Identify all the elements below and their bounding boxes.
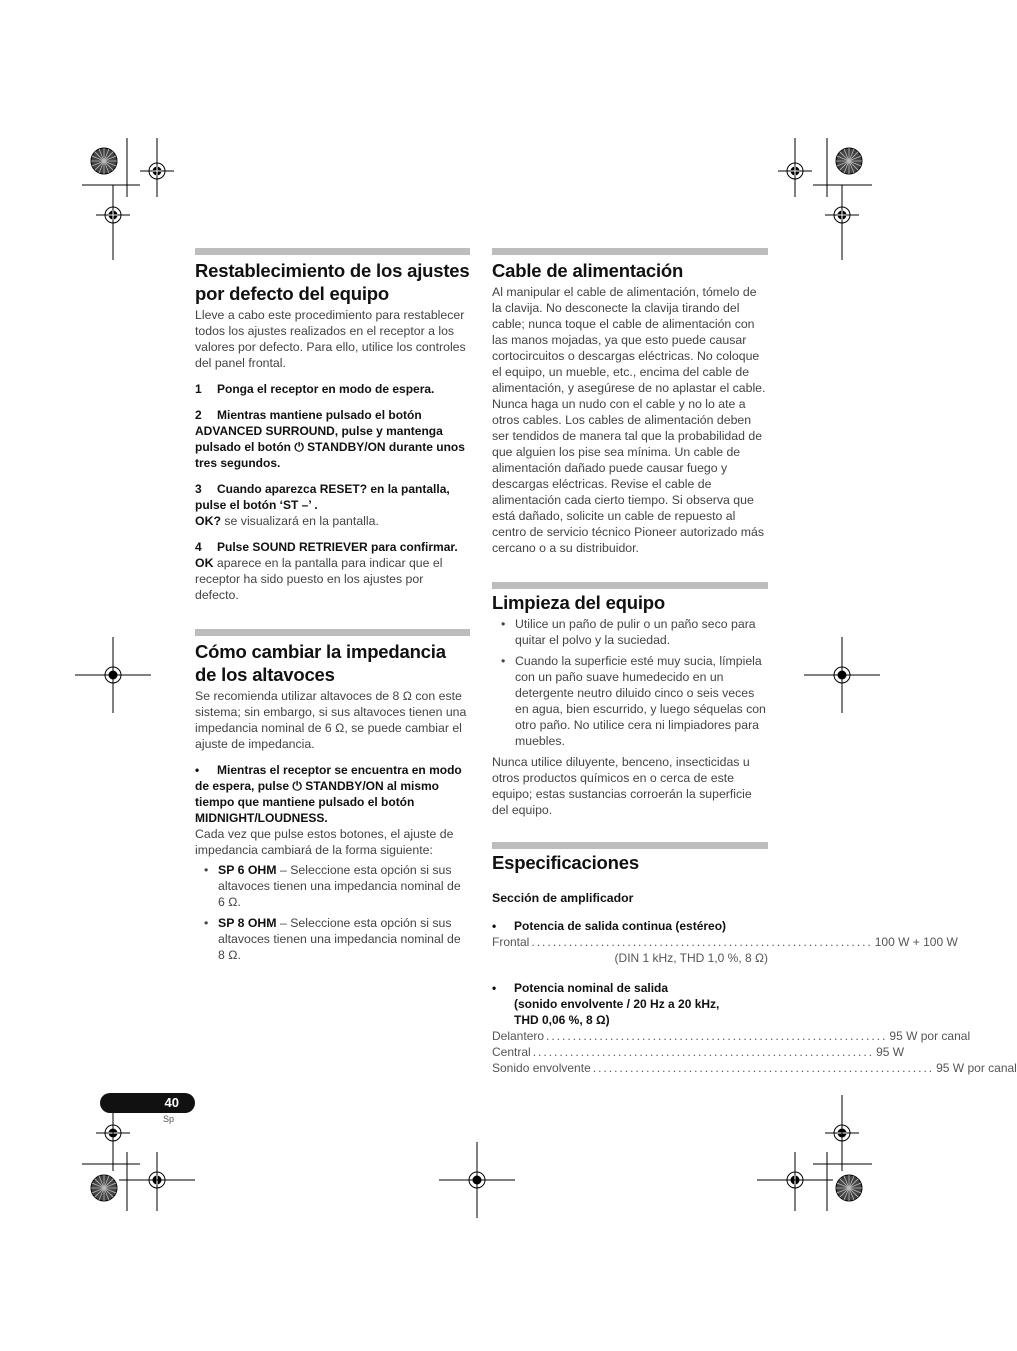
spec-note: (DIN 1 kHz, THD 1,0 %, 8 Ω) — [614, 951, 768, 965]
impedance-step: • Mientras el receptor se encuentra en modo de espera, pulse ⏻ STANDBY/ON al mismo tiempo que mantiene pulsado el botón MIDNIGHT/LOUDNESS. — [195, 763, 462, 825]
page-language: Sp — [163, 1114, 175, 1124]
list-item: • SP 6 OHM – Seleccione esta opción si sus altavoces tienen una impedancia nominal de 6 Ω. — [195, 862, 470, 910]
cleaning-title: Limpieza del equipo — [492, 592, 665, 613]
spec-row: Sonido envolvente ................................................................ 95 W por canal — [492, 1061, 1017, 1075]
cable-section — [492, 248, 768, 556]
reset-step-2: 2 Mientras mantiene pulsado el botón ADVANCED SURROUND, pulse y mantenga pulsado el botón ⏻ STANDBY/ON durante unos tres segundos. — [195, 408, 465, 470]
section-bar — [492, 842, 768, 849]
impedance-section — [195, 629, 470, 963]
section-bar — [195, 629, 470, 636]
list-item: • Utilice un paño de pulir o un paño seco para quitar el polvo y la suciedad. — [492, 616, 768, 648]
impedance-title: Cómo cambiar la impedancia de los altavoces — [195, 641, 446, 685]
reset-step-4-result: OK aparece en la pantalla para indicar que el receptor ha sido puesto en los ajustes por defecto. — [195, 556, 443, 602]
cleaning-list — [492, 616, 768, 749]
reset-step-3: 3 Cuando aparezca RESET? en la pantalla, pulse el botón ‘ST –’ . — [195, 482, 450, 512]
impedance-intro: Se recomienda utilizar altavoces de 8 Ω con este sistema; sin embargo, si sus altavoces tienen una impedancia nominal de 6 Ω, se puede cambiar el ajuste de impedancia. — [195, 689, 467, 751]
list-item: • Cuando la superficie esté muy sucia, límpiela con un paño suave humedecido en un detergente neutro diluido cinco o seis veces en agua, bien escurrido, y luego séquelas con otro paño. No utilice cera ni limpiadores para muebles. — [492, 653, 768, 749]
reset-step-3-result: OK? se visualizará en la pantalla. — [195, 514, 379, 528]
right-column — [492, 248, 1017, 1076]
spec-row: Central ................................................................ 95 W — [492, 1045, 905, 1059]
left-column — [195, 248, 470, 968]
spec-continuous-title: • Potencia de salida continua (estéreo) — [492, 919, 727, 933]
reset-intro: Lleve a cabo este procedimiento para restablecer todos los ajustes realizados en el receptor a los valores por defecto. Para ello, utilice los controles del panel frontal. — [195, 308, 466, 370]
list-item: • SP 8 OHM – Seleccione esta opción si sus altavoces tienen una impedancia nominal de 8 Ω. — [195, 915, 470, 963]
reset-step-1: 1 Ponga el receptor en modo de espera. — [195, 382, 435, 396]
spec-row: Frontal ................................................................ 100 W + 100 W — [492, 935, 958, 949]
impedance-options — [195, 862, 470, 963]
spec-row: Delantero ................................................................ 95 W por canal — [492, 1029, 971, 1043]
impedance-after: Cada vez que pulse estos botones, el ajuste de impedancia cambiará de la forma siguiente: — [195, 827, 454, 857]
cleaning-section — [492, 582, 768, 818]
reset-title: Restablecimiento de los ajustes por defecto del equipo — [195, 260, 470, 304]
section-bar — [195, 248, 470, 255]
specs-title: Especificaciones — [492, 852, 639, 873]
reset-step-4: 4 Pulse SOUND RETRIEVER para confirmar. — [195, 540, 458, 554]
cable-body: Al manipular el cable de alimentación, tómelo de la clavija. No desconecte la clavija tirando del cable; nunca toque el cable de alimentación con las manos mojadas, ya que esto puede causar cortocircuitos o descargas eléctricas. No coloque el equipo, un mueble, etc., encima del cable de alimentación, y asegúrese de no aplastar el cable. Nunca haga un nudo con el cable y no lo ate a otros cables. Los cables de alimentación deben ser tendidos de manera tal que la probabilidad de que alguien los pise sea mínima. Un cable de alimentación dañado puede causar fuego y descargas eléctricas. Revise el cable de alimentación cada cierto tiempo. Si observa que está dañado, solicite un cable de repuesto al centro de servicio técnico Pioneer autorizado más cercano o a su distribuidor. — [492, 285, 766, 555]
reset-section — [195, 248, 470, 603]
cable-title: Cable de alimentación — [492, 260, 684, 281]
spec-nominal-title: • Potencia nominal de salida (sonido envolvente / 20 Hz a 20 kHz, THD 0,06 %, 8 Ω) — [492, 981, 720, 1027]
section-bar — [492, 582, 768, 589]
page-number: 40 — [100, 1093, 195, 1113]
specs-section — [492, 842, 1017, 1076]
section-bar — [492, 248, 768, 255]
cleaning-after: Nunca utilice diluyente, benceno, insecticidas u otros productos químicos en o cerca de este equipo; estas sustancias corroerán la superficie del equipo. — [492, 755, 752, 817]
specs-subtitle: Sección de amplificador — [492, 891, 634, 905]
